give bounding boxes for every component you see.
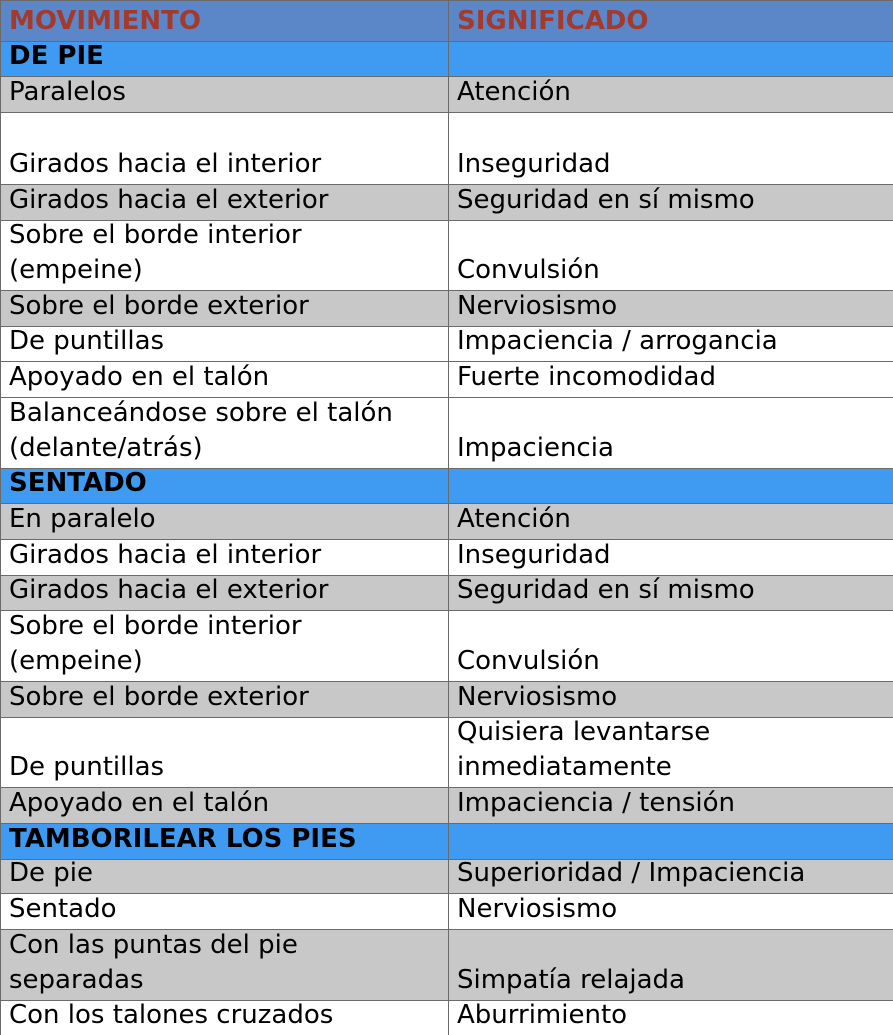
movement-cell: Sobre el borde interior (empeine)	[0, 220, 448, 290]
meaning-cell: Convulsión	[448, 610, 893, 681]
meaning-cell: Nerviosismo	[448, 290, 893, 326]
meaning-cell: Aburrimiento	[448, 1000, 893, 1035]
movement-cell: Sentado	[0, 893, 448, 929]
section-title-de-pie: DE PIE	[0, 41, 448, 76]
movement-cell: Girados hacia el interior	[0, 112, 448, 184]
meaning-cell: Inseguridad	[448, 539, 893, 575]
movement-cell: Girados hacia el interior	[0, 539, 448, 575]
movement-cell: Apoyado en el talón	[0, 787, 448, 823]
meaning-cell: Inseguridad	[448, 112, 893, 184]
movement-cell: De pie	[0, 859, 448, 893]
meaning-cell: Seguridad en sí mismo	[448, 575, 893, 610]
meaning-cell: Nerviosismo	[448, 681, 893, 717]
meaning-cell: Atención	[448, 503, 893, 539]
movement-cell: Sobre el borde exterior	[0, 681, 448, 717]
movement-cell: Con las puntas del pie separadas	[0, 929, 448, 1000]
movement-cell: De puntillas	[0, 717, 448, 787]
section-title-blank	[448, 823, 893, 859]
movement-cell: Sobre el borde interior (empeine)	[0, 610, 448, 681]
movement-cell: En paralelo	[0, 503, 448, 539]
meaning-cell: Simpatía relajada	[448, 929, 893, 1000]
meaning-cell: Seguridad en sí mismo	[448, 184, 893, 220]
section-title-sentado: SENTADO	[0, 468, 448, 503]
movement-cell: Apoyado en el talón	[0, 361, 448, 397]
meaning-cell: Nerviosismo	[448, 893, 893, 929]
meaning-cell: Fuerte incomodidad	[448, 361, 893, 397]
section-title-blank	[448, 41, 893, 76]
movement-cell: Sobre el borde exterior	[0, 290, 448, 326]
movement-cell: Con los talones cruzados	[0, 1000, 448, 1035]
meaning-cell: Quisiera levantarse inmediatamente	[448, 717, 893, 787]
meaning-cell: Atención	[448, 76, 893, 112]
meaning-cell: Impaciencia / arrogancia	[448, 326, 893, 361]
movement-cell: Girados hacia el exterior	[0, 184, 448, 220]
meaning-cell: Convulsión	[448, 220, 893, 290]
meaning-cell: Impaciencia / tensión	[448, 787, 893, 823]
movement-cell: Balanceándose sobre el talón (delante/atrás)	[0, 397, 448, 468]
movement-cell: Girados hacia el exterior	[0, 575, 448, 610]
movement-cell: Paralelos	[0, 76, 448, 112]
column-header-movement: MOVIMIENTO	[0, 0, 448, 41]
column-header-meaning: SIGNIFICADO	[448, 0, 893, 41]
section-title-tamborilear: TAMBORILEAR LOS PIES	[0, 823, 448, 859]
meaning-cell: Impaciencia	[448, 397, 893, 468]
movement-cell: De puntillas	[0, 326, 448, 361]
section-title-blank	[448, 468, 893, 503]
meaning-cell: Superioridad / Impaciencia	[448, 859, 893, 893]
